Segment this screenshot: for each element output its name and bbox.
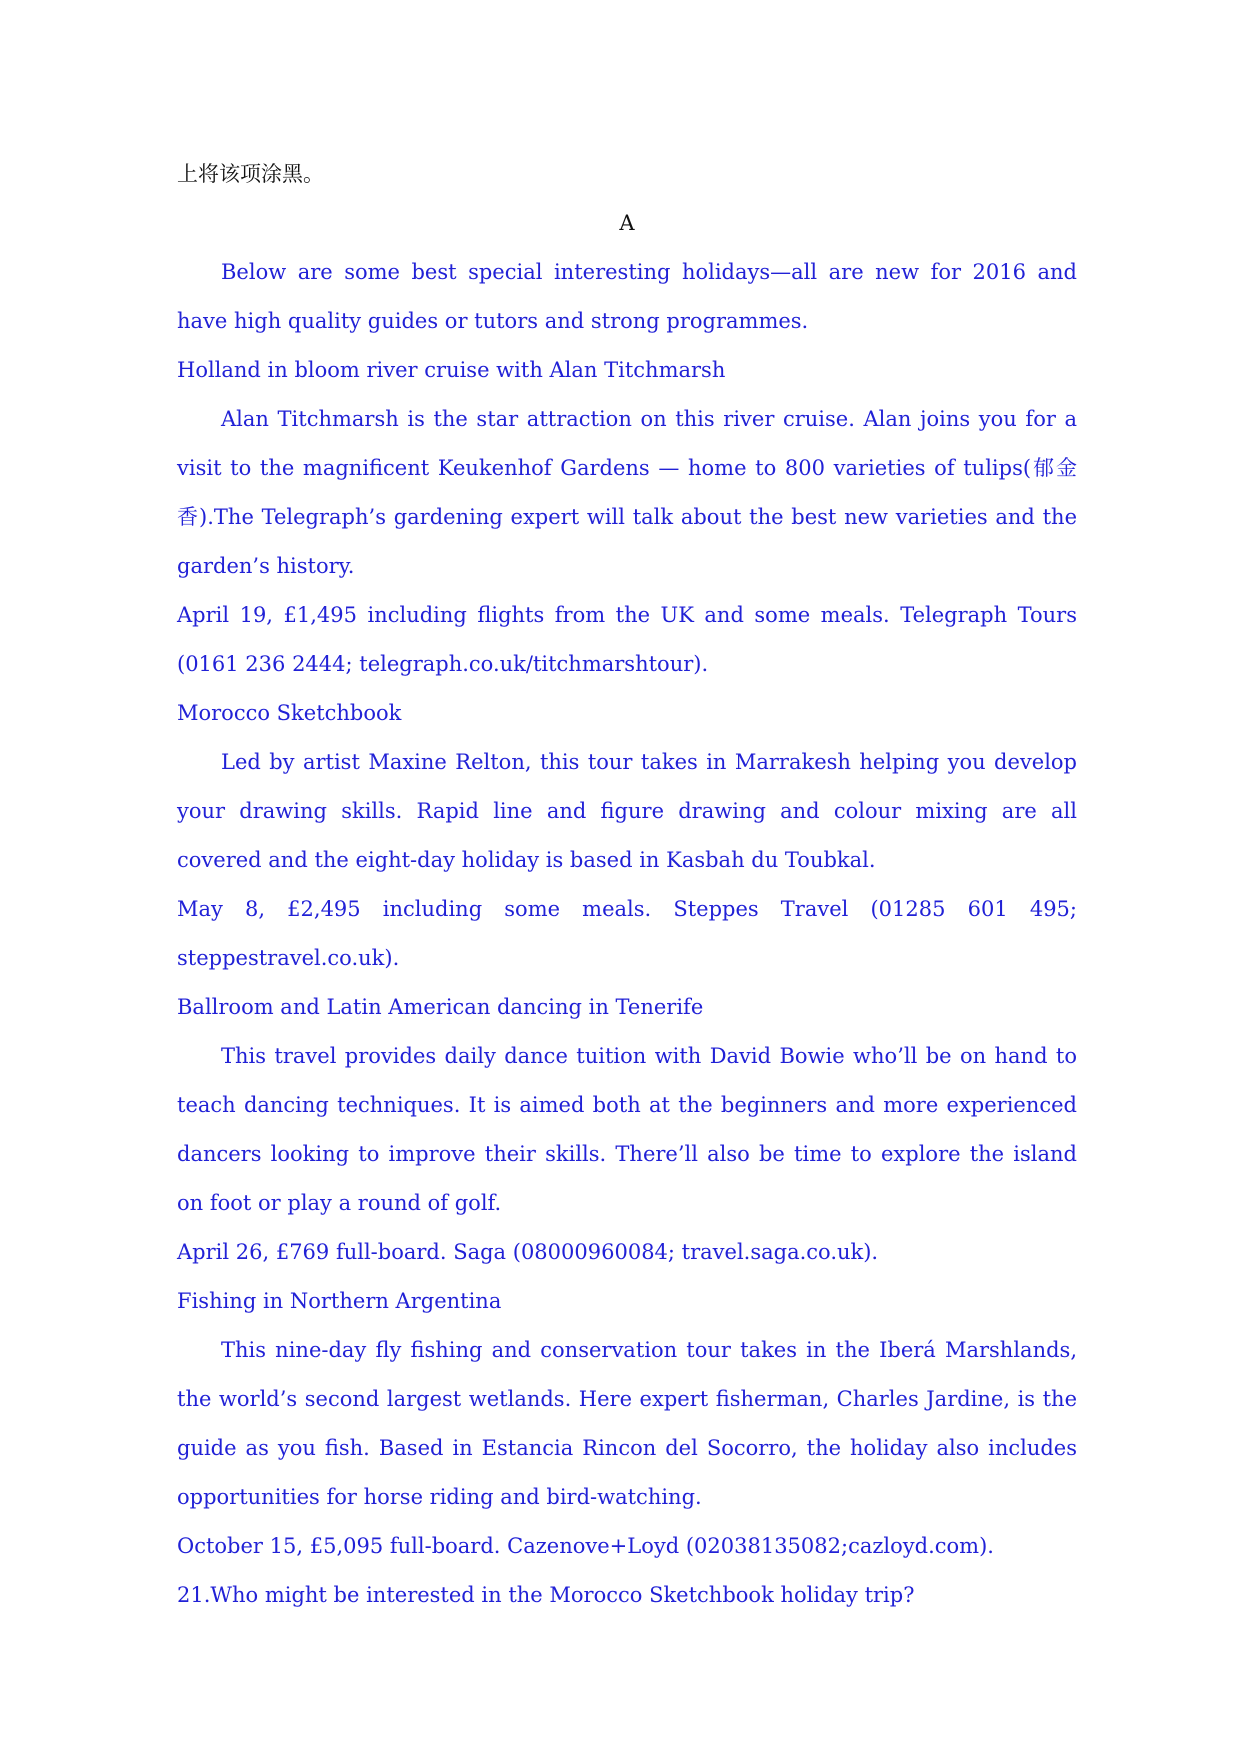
trip-title-morocco: Morocco Sketchbook (177, 701, 402, 725)
trip-title-argentina: Fishing in Northern Argentina (177, 1289, 502, 1313)
trip-details-morocco: May 8, £2,495 including some meals. Steppes Travel (01285 601 495; steppestravel.co.uk). (177, 897, 1077, 970)
section-letter-heading: A (619, 211, 635, 235)
trip-description-morocco: Led by artist Maxine Relton, this tour takes in Marrakesh helping you develop your drawing skills. Rapid line and figure drawing and colour mixing are all covered and the eight-day holiday is based in Kasbah du Toubkal. (177, 750, 1077, 872)
trip-description-argentina: This nine-day fly fishing and conservation tour takes in the Iberá Marshlands, the world’s second largest wetlands. Here expert fisherman, Charles Jardine, is the guide as you fish. Based in Estancia Rincon del Socorro, the holiday also includes opportunities for horse riding and bird-watching. (177, 1338, 1077, 1509)
trip-details-tenerife: April 26, £769 full-board. Saga (08000960084; travel.saga.co.uk). (177, 1240, 879, 1264)
trip-details-holland: April 19, £1,495 including flights from the UK and some meals. Telegraph Tours (0161 236 2444; telegraph.co.uk/titchmarshtour). (177, 603, 1077, 676)
trip-title-tenerife: Ballroom and Latin American dancing in Tenerife (177, 995, 704, 1019)
document-page (177, 150, 1077, 1620)
trip-title-holland: Holland in bloom river cruise with Alan Titchmarsh (177, 358, 726, 382)
intro-paragraph: Below are some best special interesting holidays—all are new for 2016 and have high quality guides or tutors and strong programmes. (177, 260, 1077, 333)
trip-details-argentina: October 15, £5,095 full-board. Cazenove+Loyd (02038135082;cazloyd.com). (177, 1534, 994, 1558)
intro-tail-text: 上将该项涂黑。 (177, 162, 324, 186)
question-21: 21.Who might be interested in the Morocco Sketchbook holiday trip? (177, 1583, 915, 1607)
trip-description-holland: Alan Titchmarsh is the star attraction on this river cruise. Alan joins you for a visit to the magnificent Keukenhof Gardens — home to 800 varieties of tulips(郁金香).The Telegraph’s gardening expert will talk about the best new varieties and the garden’s history. (177, 407, 1077, 578)
trip-description-tenerife: This travel provides daily dance tuition with David Bowie who’ll be on hand to teach dancing techniques. It is aimed both at the beginners and more experienced dancers looking to improve their skills. There’ll also be time to explore the island on foot or play a round of golf. (177, 1044, 1077, 1215)
